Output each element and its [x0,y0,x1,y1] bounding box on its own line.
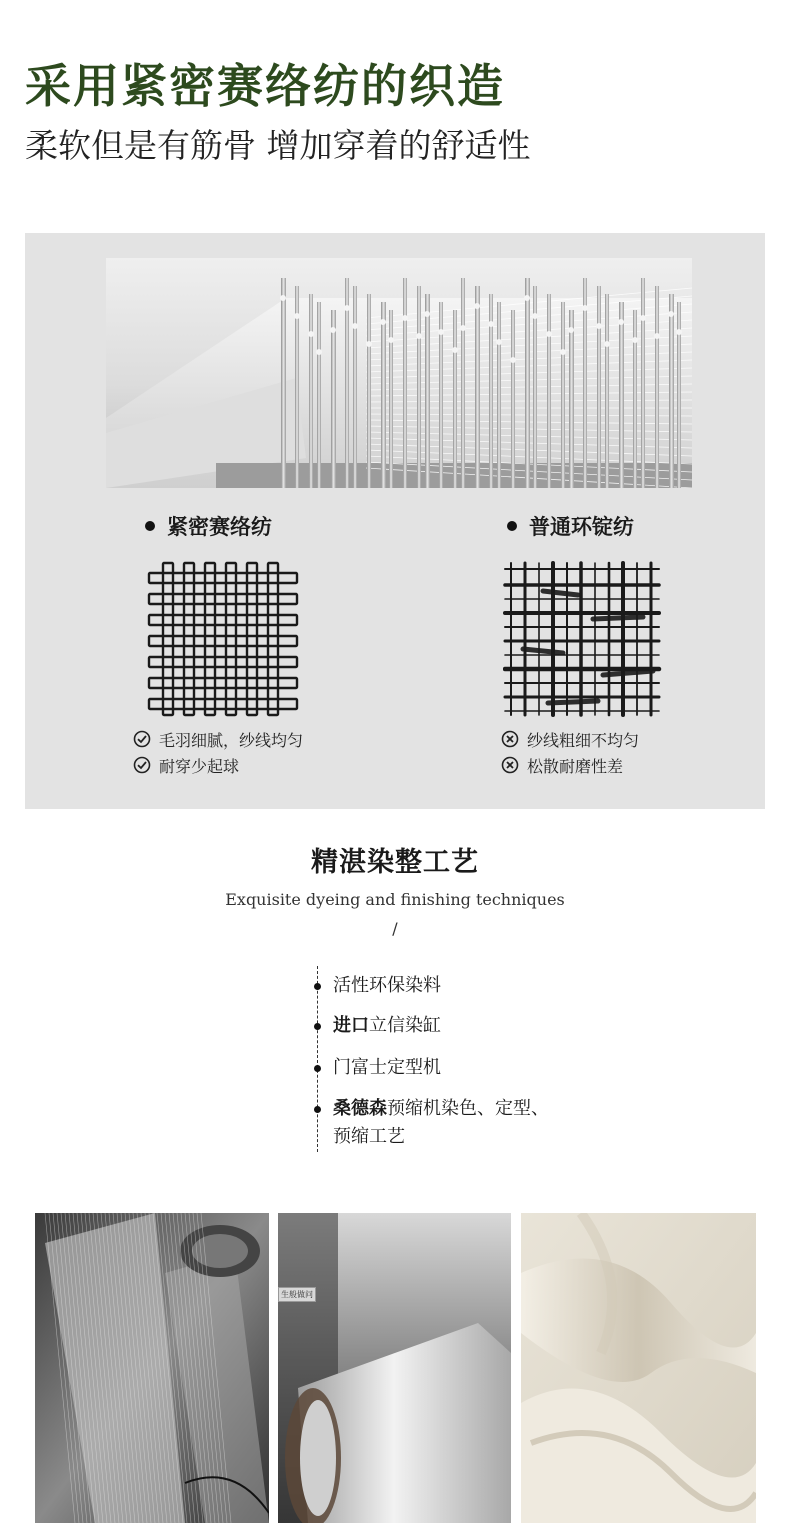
compact-siro-label: 紧密赛络纺 [167,515,272,539]
timeline-dot [314,1023,321,1030]
feature-item [133,726,303,752]
loose-weave-diagram [503,561,663,721]
x-circle-icon [501,756,519,774]
tight-weave-diagram [145,561,301,721]
process-item-bold: 进口 [333,1015,369,1036]
dyeing-title: 精湛染整工艺 [311,847,479,878]
process-item-continued: 预缩工艺 [333,1126,405,1147]
yarn-spool-photo [278,1213,511,1523]
feature-item [133,752,303,778]
loom-photo [106,258,692,488]
comparison-panel [25,233,765,809]
compact-siro-heading [145,511,272,541]
feature-text: 松散耐磨性差 [527,756,624,776]
timeline-dot [314,983,321,990]
ring-spinning-column [507,511,640,776]
ring-spinning-features [501,726,639,778]
feature-text: 毛羽细腻，纱线均匀 [159,730,304,750]
compact-siro-column [145,511,304,776]
feature-text: 纱线粗细不均匀 [527,730,640,750]
process-item-text: 预缩机染色、定型、 [387,1098,549,1119]
process-item-bold: 桑德森 [333,1098,387,1119]
compact-siro-features [133,726,303,778]
feature-item [501,726,639,752]
process-item [333,972,441,1000]
process-item-text: 活性环保染料 [333,975,441,996]
timeline-dot [314,1106,321,1113]
timeline-dot [314,1065,321,1072]
x-circle-icon [501,730,519,748]
process-item-text: 立信染缸 [369,1015,441,1036]
timeline-dashed-line [317,966,318,1152]
ring-spinning-heading [507,511,634,541]
feature-text: 耐穿少起球 [159,756,240,776]
process-item [333,1012,441,1040]
yarn-warping-photo [35,1213,269,1523]
check-circle-icon [133,730,151,748]
divider-slash: / [392,919,398,938]
process-item-text: 门富士定型机 [333,1057,441,1078]
photo-tag: 生般做问 [278,1287,316,1302]
page-subtitle: 柔软但是有筋骨 增加穿着的舒适性 [25,126,531,165]
check-circle-icon [133,756,151,774]
ring-spinning-label: 普通环锭纺 [529,515,634,539]
bullet-icon [507,521,517,531]
process-item [333,1095,549,1123]
dyeing-subtitle-en: Exquisite dyeing and finishing techniques [225,890,565,909]
fabric-drape-photo [521,1213,756,1523]
page-title: 采用紧密赛络纺的织造 [25,59,505,113]
feature-item [501,752,639,778]
bullet-icon [145,521,155,531]
process-item [333,1054,441,1082]
